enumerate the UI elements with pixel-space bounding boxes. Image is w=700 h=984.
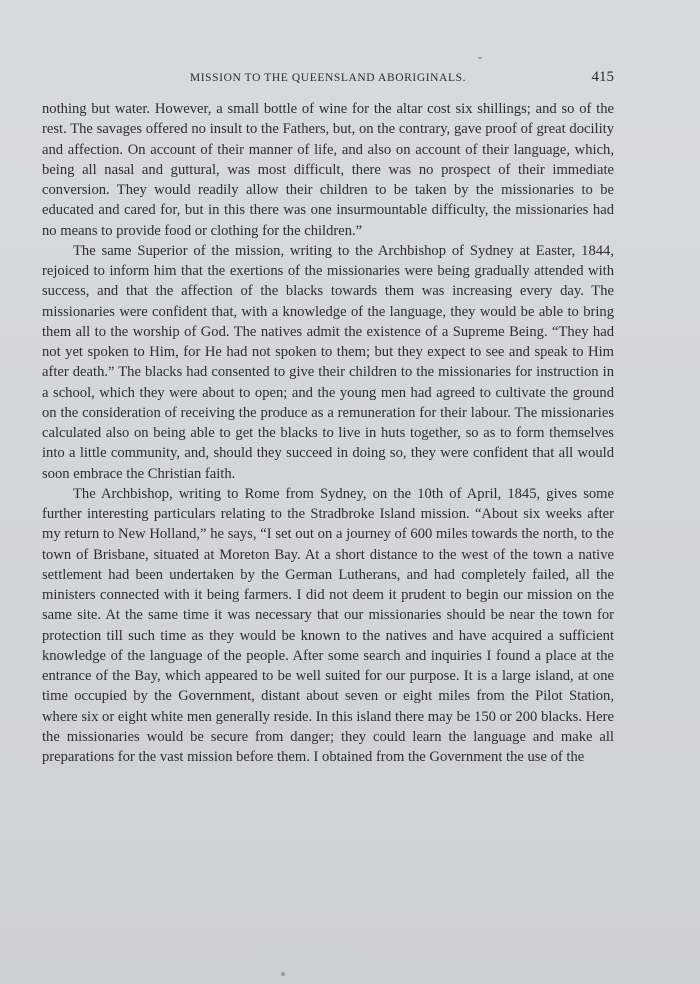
paragraph-2: The same Superior of the mission, writing to the Archbishop of Sydney at Easter, 1844, rejoiced to inform him that the exertions of the missionaries were being gradually attended with success, and that the affection of the blacks towards them was increasing every day. The missionaries were confident that, with a knowledge of the language, they would be able to bring them all to the worship of God. The natives admit the existence of a Supreme Being. “They had not yet spoken to Him, for He had not spoken to them; but they expect to see and speak to Him after death.” The blacks had consented to give their children to the missionaries for instruction in a school, which they were about to open; and the young men had agreed to cultivate the ground on the consideration of receiving the produce as a remuneration for their labour. The missionaries calculated also on being able to get the blacks to live in huts together, so as to form themselves into a little community, and, should they succeed in doing so, they were confident that all would soon embrace the Christian faith. [42,242,614,482]
body-text [42,99,614,767]
paper-speck [478,57,482,59]
running-title: MISSION TO THE QUEENSLAND ABORIGINALS. [189,72,467,84]
paragraph-3: The Archbishop, writing to Rome from Sydney, on the 10th of April, 1845, gives some further interesting particulars relating to the Stradbroke Island mission. “About six weeks after my return to New Holland,” he says, “I set out on a journey of 600 miles towards the north, to the town of Brisbane, situated at Moreton Bay. At a short distance to the west of the town a native settlement had been undertaken by the German Lutherans, and had completely failed, all the ministers connected with it being farmers. I did not deem it prudent to begin our mission on the same site. At the same time it was necessary that our missionaries should be near the town for protection till such time as they would be known to the natives and have acquired a sufficient knowledge of the language of the people. After some search and inquiries I found a place at the entrance of the Bay, which appeared to be well suited for our purpose. It is a large island, at one time occupied by the Government, distant about seven or eight miles from the Pilot Station, where six or eight white men generally reside. In this island there may be 150 or 200 blacks. Here the missionaries would be secure from danger; they could learn the language and make all preparations for the vast mission before them. I obtained from the Government the use of the [42,485,614,765]
page-number: 415 [591,69,614,85]
paragraph-1: nothing but water. However, a small bottle of wine for the altar cost six shillings; and so of the rest. The savages offered no insult to the Fathers, but, on the contrary, gave proof of great docility and affection. On account of their manner of life, and also on account of their language, which, being all nasal and guttural, was most difficult, there was no prospect of their immediate conversion. They would readily allow their children to be taken by the missionaries to be educated and cared for, but in this there was one insurmountable difficulty, the missionaries had no means to provide food or clothing for the children.” [42,101,614,239]
running-head [42,69,614,89]
paper-speck [281,972,285,976]
